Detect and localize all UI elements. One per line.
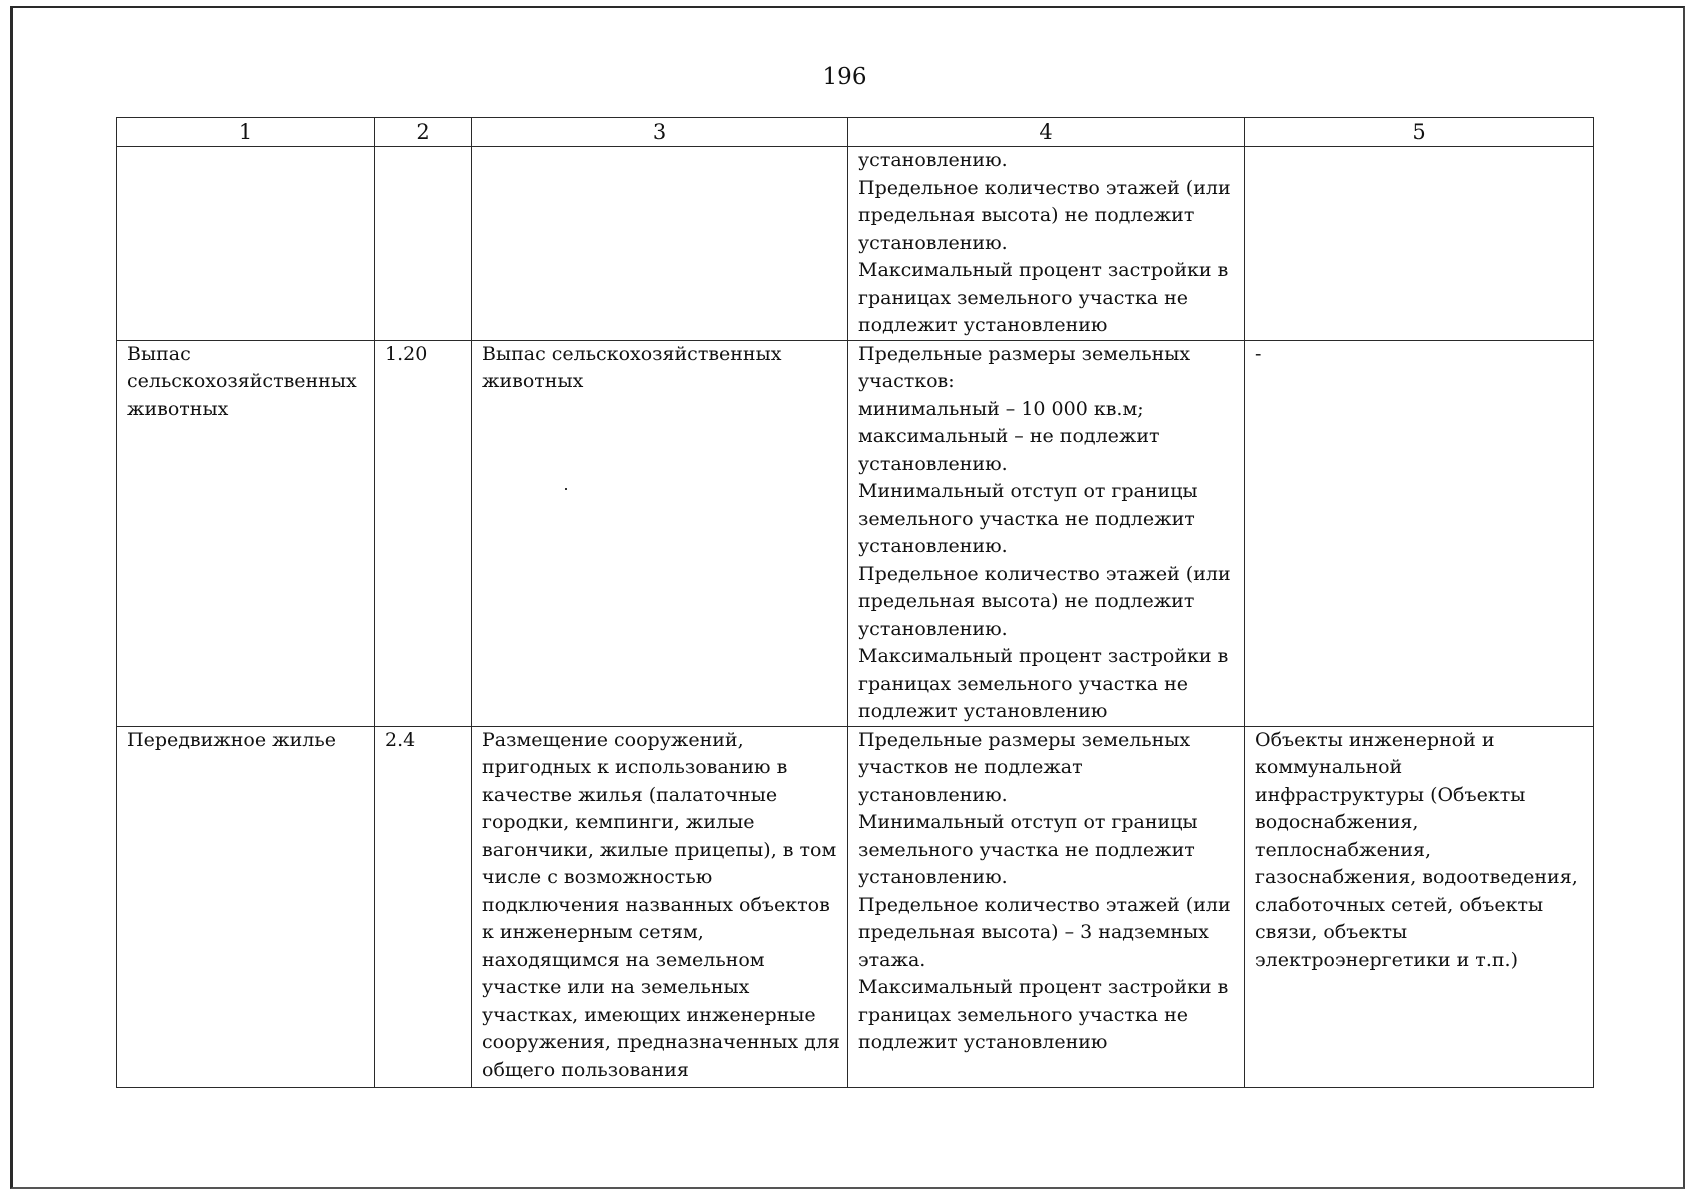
related-objects-cell: - <box>1245 340 1594 726</box>
use-description-cell: Размещение сооружений, пригодных к использованию в качестве жилья (палаточные городки, кемпинги, жилые вагончики, жилые прицепы), в том числе с возможностью подключения названных объектов к инженерным сетям, находящимся на земельном участке или на земельных участках, имеющих инженерные сооружения, предназначенных для общего пользования <box>472 726 848 1087</box>
related-objects-cell: Объекты инженерной и коммунальной инфраструктуры (Объекты водоснабжения, теплоснабжения, газоснабжения, водоотведения, слаботочных сетей, объекты связи, объекты электроэнергетики и т.п.) <box>1245 726 1594 1087</box>
scan-speck <box>565 488 567 490</box>
table-header-row <box>117 118 1594 147</box>
column-header-2: 2 <box>375 118 472 147</box>
table-row <box>117 147 1594 341</box>
use-type-cell <box>117 147 375 341</box>
column-header-5: 5 <box>1245 118 1594 147</box>
table-row <box>117 340 1594 726</box>
use-code-cell: 1.20 <box>375 340 472 726</box>
use-type-cell: Выпас сельскохозяйственных животных <box>117 340 375 726</box>
parameters-cell: установлению. Предельное количество этажей (или предельная высота) не подлежит установлению. Максимальный процент застройки в границах земельного участка не подлежит установлению <box>848 147 1245 341</box>
table-row <box>117 726 1594 1087</box>
parameters-cell: Предельные размеры земельных участков не подлежат установлению. Минимальный отступ от границы земельного участка не подлежит установлению. Предельное количество этажей (или предельная высота) – 3 надземных этажа. Максимальный процент застройки в границах земельного участка не подлежит установлению <box>848 726 1245 1087</box>
column-header-4: 4 <box>848 118 1245 147</box>
use-type-cell: Передвижное жилье <box>117 726 375 1087</box>
use-description-cell: Выпас сельскохозяйственных животных <box>472 340 848 726</box>
use-code-cell <box>375 147 472 341</box>
page-number: 196 <box>822 64 867 90</box>
land-use-table <box>116 117 1594 1088</box>
related-objects-cell <box>1245 147 1594 341</box>
parameters-cell: Предельные размеры земельных участков: минимальный – 10 000 кв.м; максимальный – не подлежит установлению. Минимальный отступ от границы земельного участка не подлежит установлению. Предельное количество этажей (или предельная высота) не подлежит установлению. Максимальный процент застройки в границах земельного участка не подлежит установлению <box>848 340 1245 726</box>
use-description-cell <box>472 147 848 341</box>
column-header-1: 1 <box>117 118 375 147</box>
use-code-cell: 2.4 <box>375 726 472 1087</box>
column-header-3: 3 <box>472 118 848 147</box>
